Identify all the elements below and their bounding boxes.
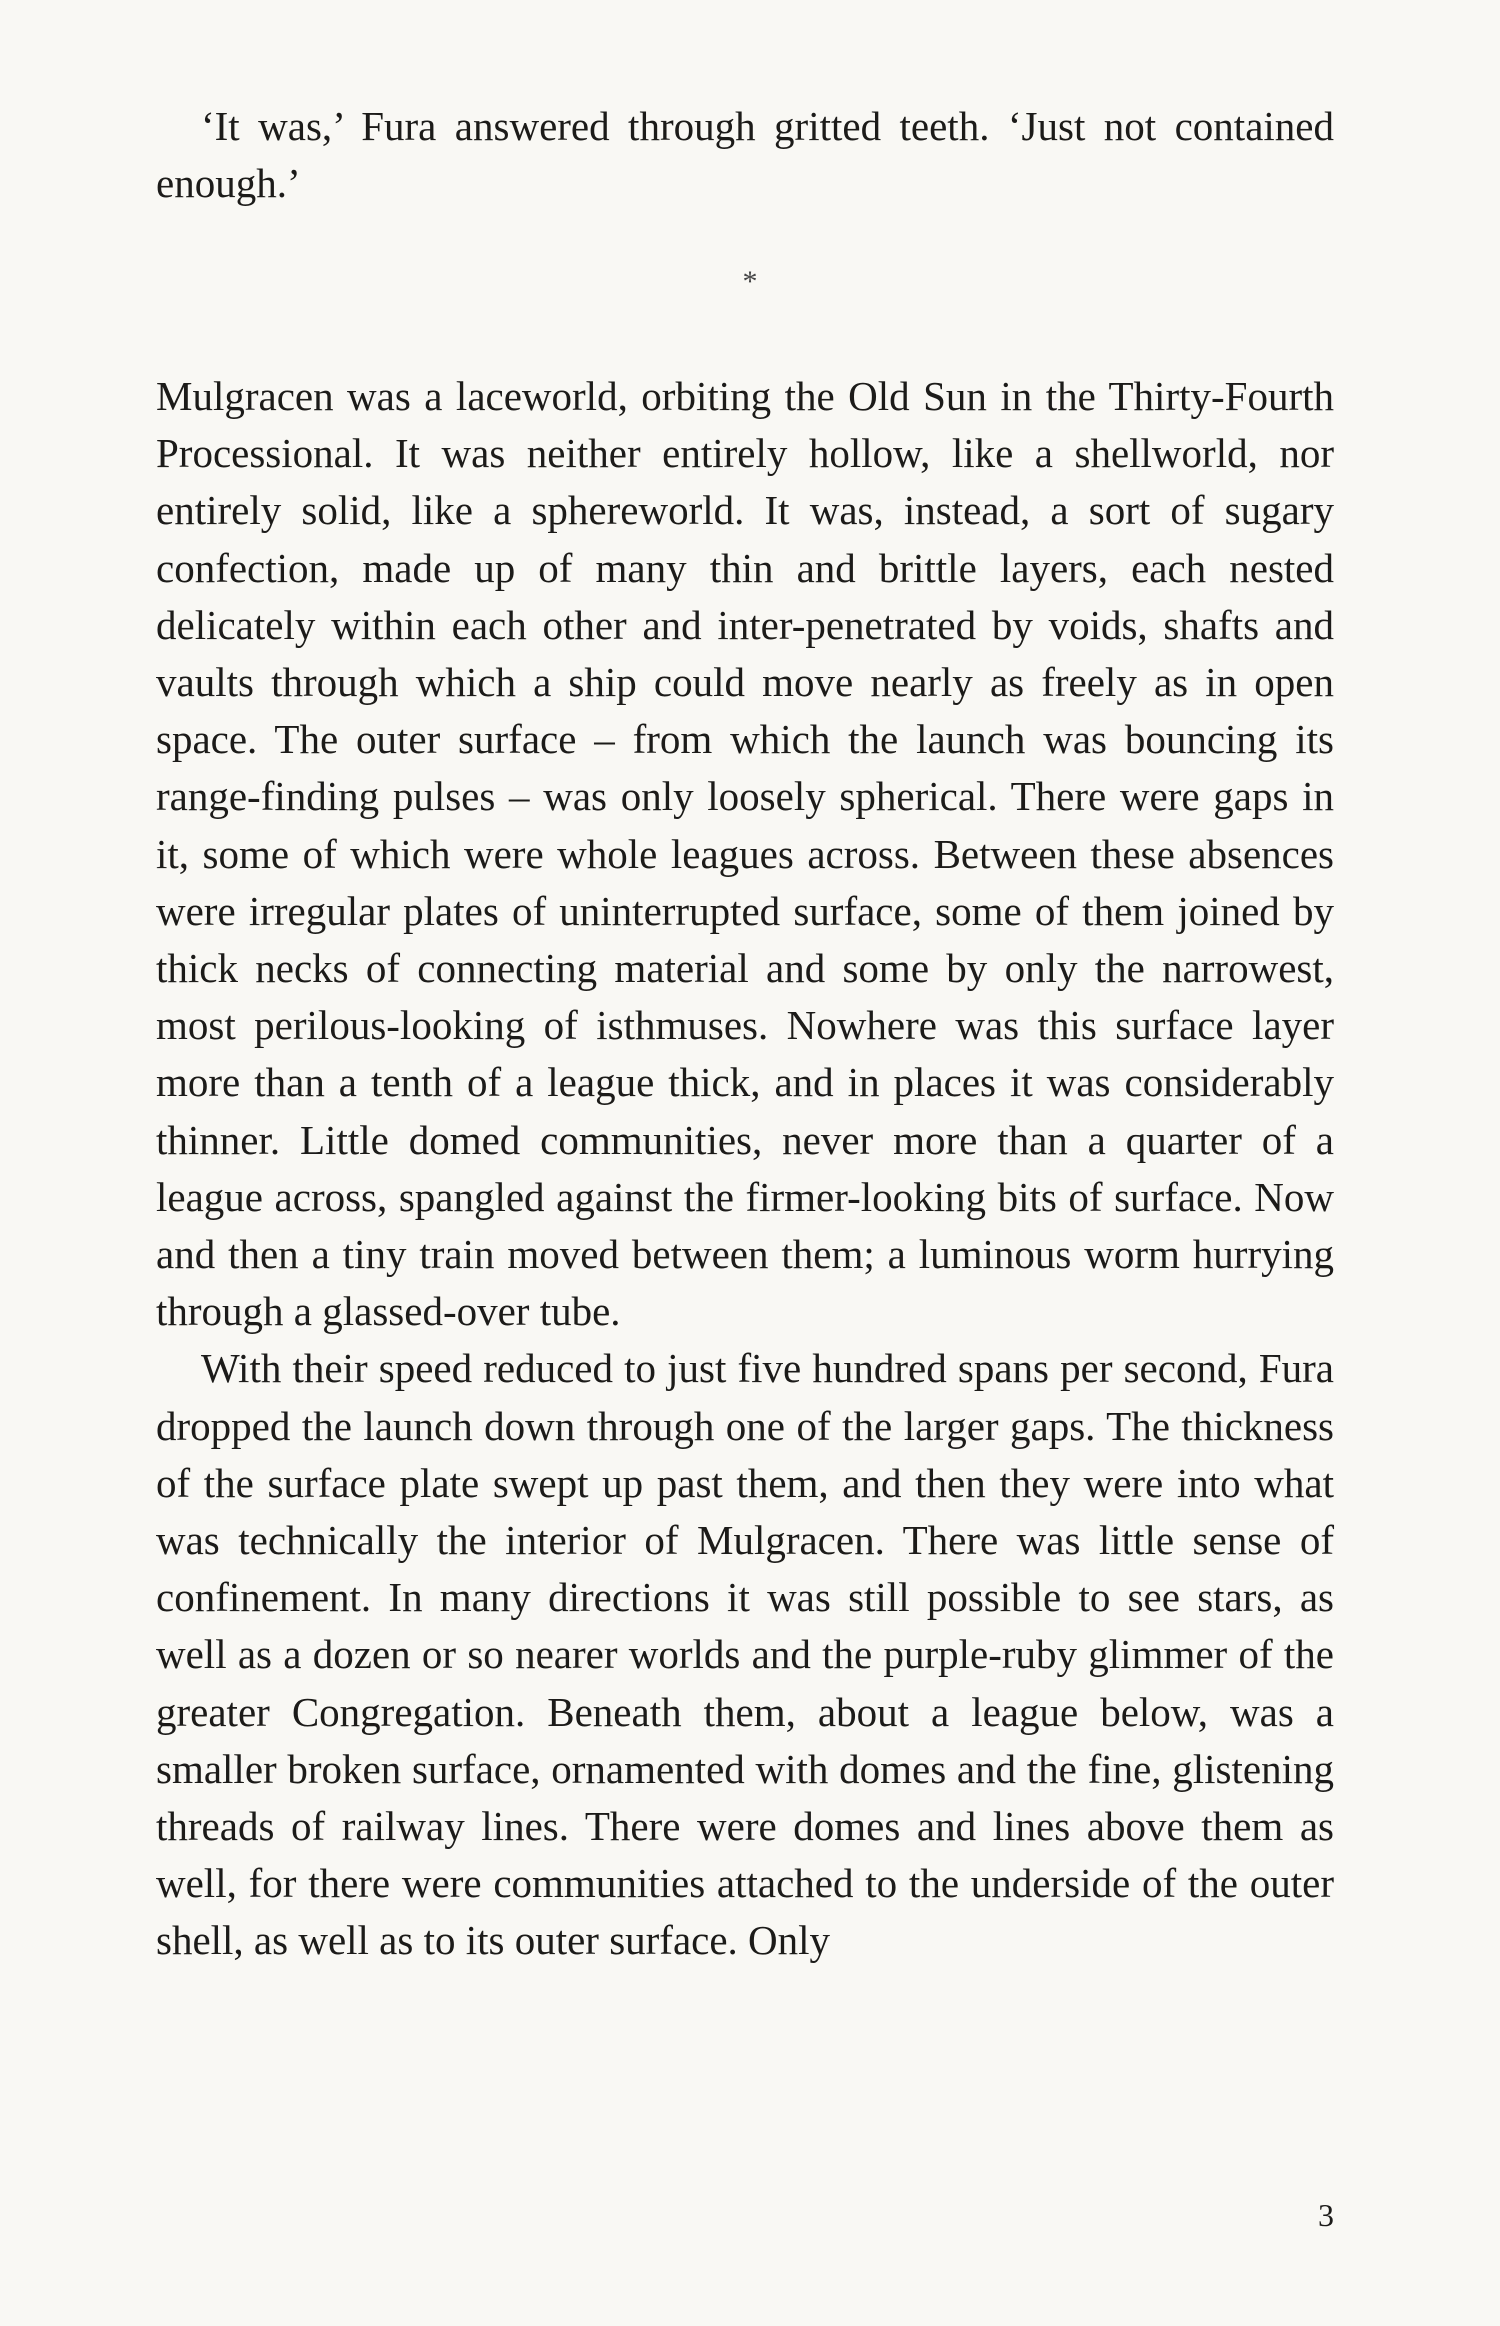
page-number: 3	[1318, 2197, 1334, 2233]
scene-break-asterisk: *	[742, 265, 758, 298]
opening-paragraph: ‘It was,’ Fura answered through gritted teeth. ‘Just not contained enough.’	[156, 103, 1334, 207]
paragraph-mulgracen-description: Mulgracen was a laceworld, orbiting the Old Sun in the Thirty-Fourth Processional. It was neither entirely hollow, like a shellworld, nor entirely solid, like a sphereworld. It was, instead, a sort of sugary confection, made up of many thin and brittle layers, each nested delicately within each other and inter-penetrated by voids, shafts and vaults through which a ship could move nearly as freely as in open space. The outer surface – from which the launch was bouncing its range-finding pulses – was only loosely spherical. There were gaps in it, some of which were whole leagues across. Between these absences were irregular plates of uninterrupted surface, some of them joined by thick necks of connecting material and some by only the narrowest, most perilous-looking of isthmuses. Nowhere was this surface layer more than a tenth of a league thick, and in places it was considerably thinner. Little domed communities, never more than a quarter of a league across, spangled against the firmer-looking bits of surface. Now and then a tiny train moved between them; a luminous worm hurrying through a glassed-over tube.	[156, 373, 1334, 1335]
opening-text-block	[156, 98, 1334, 212]
paragraph-descent: With their speed reduced to just five hundred spans per second, Fura dropped the launch down through one of the larger gaps. The thickness of the surface plate swept up past them, and then they were into what was technically the interior of Mulgracen. There was little sense of confinement. In many directions it was still possible to see stars, as well as a dozen or so nearer worlds and the purple-ruby glimmer of the greater Congregation. Beneath them, about a league below, was a smaller broken surface, ornamented with domes and the fine, glistening threads of railway lines. There were domes and lines above them as well, for there were communities attached to the underside of the outer shell, as well as to its outer surface. Only	[156, 1345, 1334, 1964]
main-text-block	[156, 368, 1334, 1970]
